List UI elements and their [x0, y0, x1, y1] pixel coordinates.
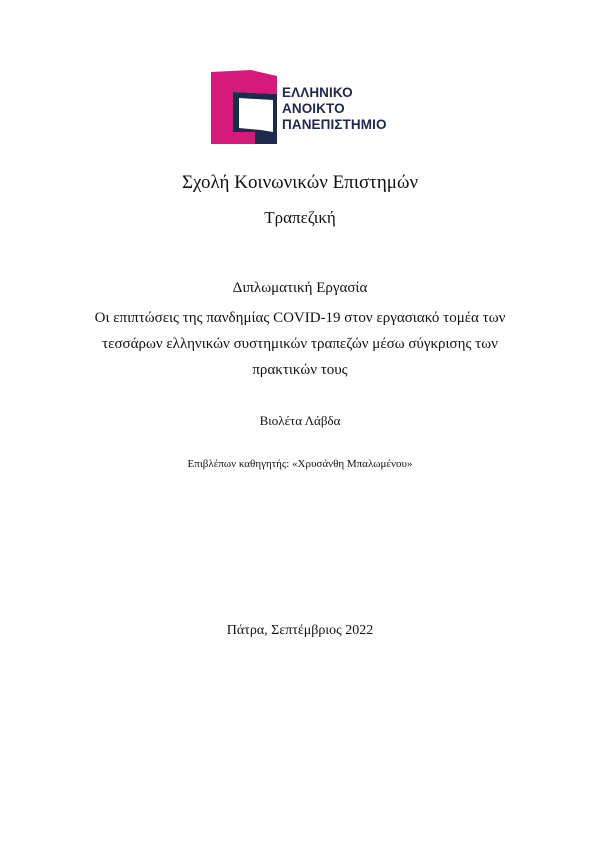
school-name: Σχολή Κοινωνικών Επιστημών — [181, 172, 419, 193]
supervisor: Επιβλέπων καθηγητής: «Χρυσάνθη Μπαλωμένου» — [187, 458, 413, 470]
logo-line-3: ΠΑΝΕΠΙΣΤΗΜΙΟ — [282, 117, 387, 132]
department-name: Τραπεζική — [264, 208, 336, 227]
university-logo — [211, 70, 401, 144]
thesis-type: Διπλωματική Εργασία — [232, 280, 368, 296]
logo-emblem-icon — [211, 70, 281, 144]
thesis-title: Οι επιπτώσεις της πανδημίας COVID-19 στον εργασιακό τομέα των τεσσάρων ελληνικών συστημικών τραπεζών μέσω σύγκρισης των πρακτικών τους — [94, 310, 506, 378]
place-date: Πάτρα, Σεπτέμβριος 2022 — [226, 623, 374, 638]
author-name: Βιολέτα Λάβδα — [259, 413, 341, 428]
logo-line-2: ΑΝΟΙΚΤΟ — [282, 101, 345, 116]
logo-line-1: ΕΛΛΗΝΙΚΟ — [282, 85, 353, 100]
logo-wordmark — [282, 85, 387, 133]
